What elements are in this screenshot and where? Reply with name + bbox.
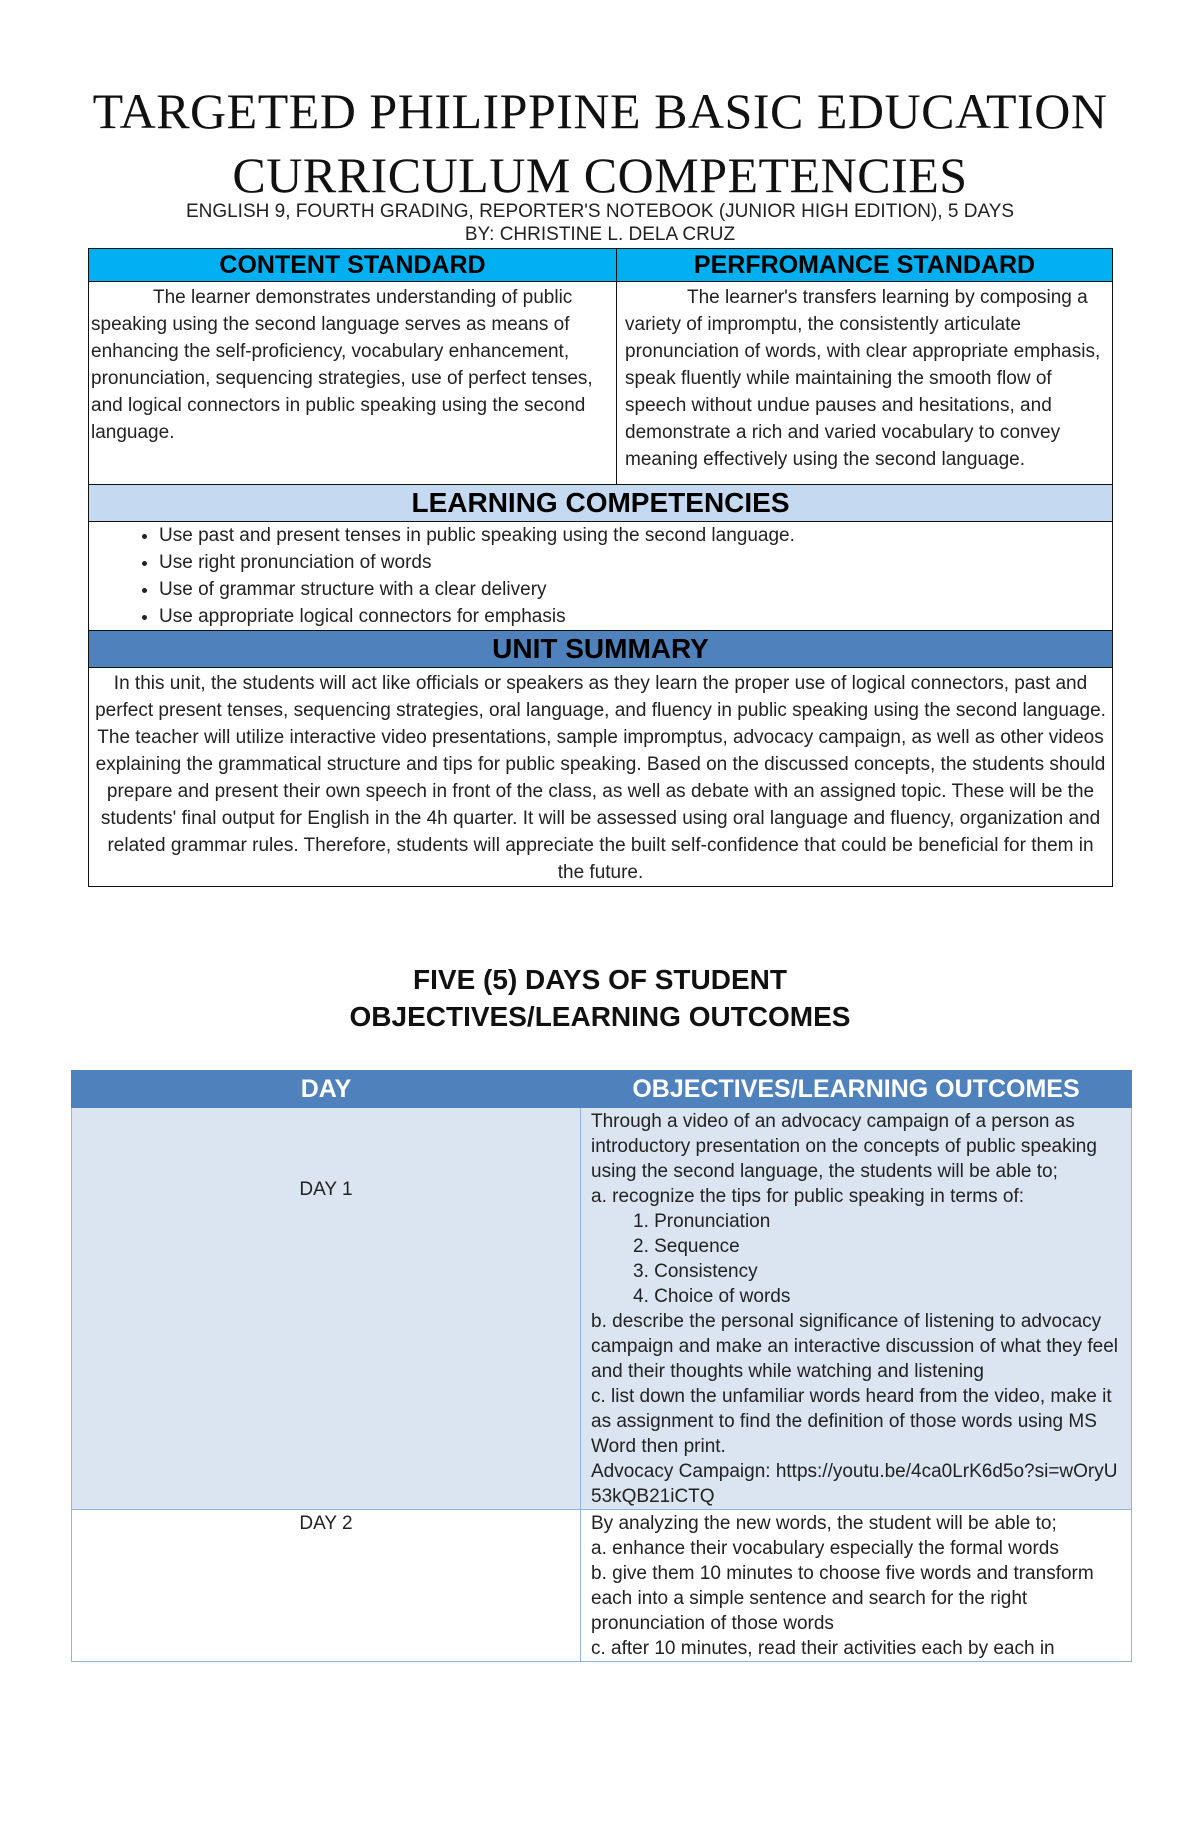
unit-summary-heading: UNIT SUMMARY	[89, 631, 1113, 668]
list-item: • Use right pronunciation of words	[159, 549, 1112, 576]
day-2-objectives	[581, 1510, 1132, 1662]
column-header-day: DAY	[72, 1071, 581, 1108]
day-2-objective-c: c. after 10 minutes, read their activities each by each in	[591, 1638, 1055, 1659]
performance-standard-text: The learner's transfers learning by composing a variety of impromptu, the consistently articulate pronunciation of words, with clear appropriate emphasis, speak fluently while maintaining the smooth flow of speech without undue pauses and hesitations, and demonstrate a rich and varied vocabulary to convey meaning effectively using the second language.	[625, 287, 1101, 470]
day-1-objectives	[581, 1108, 1132, 1510]
learning-competencies-heading: LEARNING COMPETENCIES	[89, 485, 1113, 522]
day-1-tip: 1. Pronunciation	[633, 1211, 771, 1232]
day-2-label: DAY 2	[72, 1510, 581, 1662]
standards-table	[88, 248, 1113, 887]
objectives-heading-line-2: OBJECTIVES/LEARNING OUTCOMES	[349, 1001, 851, 1032]
day-1-video-link[interactable]: Advocacy Campaign: https://youtu.be/4ca0LrK6d5o?si=wOryU53kQB21iCTQ	[591, 1461, 1118, 1507]
document-subtitle: ENGLISH 9, FOURTH GRADING, REPORTER'S NOTEBOOK (JUNIOR HIGH EDITION), 5 DAYS	[185, 201, 1015, 222]
day-2-objective-b: b. give them 10 minutes to choose five words and transform each into a simple sentence and search for the right pronunciation of those words	[591, 1563, 1094, 1634]
table-row	[72, 1510, 1132, 1662]
list-item: • Use of grammar structure with a clear delivery	[159, 576, 1112, 603]
objectives-heading-line-1: FIVE (5) DAYS OF STUDENT	[413, 964, 787, 995]
unit-summary-text: In this unit, the students will act like officials or speakers as they learn the proper use of logical connectors, past and perfect present tenses, sequencing strategies, oral language, and fluency in public speaking using the second language. The teacher will utilize interactive video presentations, sample impromptus, advocacy campaign, as well as other videos explaining the grammatical structure and tips for public speaking. Based on the discussed concepts, the students should prepare and present their own speech in front of the class, as well as debate with an assigned topic. These will be the students' final output for English in the 4h quarter. It will be assessed using oral language and fluency, organization and related grammar rules. Therefore, students will appreciate the built self-confidence that could be beneficial for them in the future.	[89, 668, 1113, 887]
competencies-list	[89, 522, 1112, 630]
column-header-objectives: OBJECTIVES/LEARNING OUTCOMES	[581, 1071, 1132, 1108]
document-author: BY: CHRISTINE L. DELA CRUZ	[464, 224, 736, 245]
day-1-objective-a: a. recognize the tips for public speaking in terms of:	[591, 1186, 1025, 1207]
content-standard-cell	[89, 282, 617, 485]
performance-standard-cell	[617, 282, 1113, 485]
day-1-tip: 2. Sequence	[633, 1236, 740, 1257]
list-item: • Use past and present tenses in public speaking using the second language.	[159, 522, 1112, 549]
document-title-line-2: CURRICULUM COMPETENCIES	[232, 147, 968, 203]
day-2-objective-a: a. enhance their vocabulary especially the formal words	[591, 1538, 1059, 1559]
day-1-label: DAY 1	[72, 1108, 581, 1510]
table-row	[72, 1108, 1132, 1510]
performance-standard-heading: PERFROMANCE STANDARD	[617, 249, 1113, 282]
document-title-line-1: TARGETED PHILIPPINE BASIC EDUCATION	[92, 83, 1108, 139]
content-standard-heading: CONTENT STANDARD	[89, 249, 617, 282]
list-item: • Use appropriate logical connectors for emphasis	[159, 603, 1112, 630]
objectives-table	[71, 1070, 1132, 1662]
day-2-intro: By analyzing the new words, the student will be able to;	[591, 1513, 1057, 1534]
learning-competencies-cell	[89, 522, 1113, 631]
day-1-objective-b: b. describe the personal significance of listening to advocacy campaign and make an interactive discussion of what they feel and their thoughts while watching and listening	[591, 1311, 1119, 1382]
day-1-objective-c: c. list down the unfamiliar words heard from the video, make it as assignment to find the definition of those words using MS Word then print.	[591, 1386, 1112, 1457]
day-1-tip: 3. Consistency	[633, 1261, 758, 1282]
content-standard-text: The learner demonstrates understanding of public speaking using the second language serves as means of enhancing the self-proficiency, vocabulary enhancement, pronunciation, sequencing strategies, use of perfect tenses, and logical connectors in public speaking using the second language.	[91, 287, 593, 443]
day-1-intro: Through a video of an advocacy campaign of a person as introductory presentation on the concepts of public speaking using the second language, the students will be able to;	[591, 1111, 1097, 1182]
day-1-tip: 4. Choice of words	[633, 1286, 791, 1307]
